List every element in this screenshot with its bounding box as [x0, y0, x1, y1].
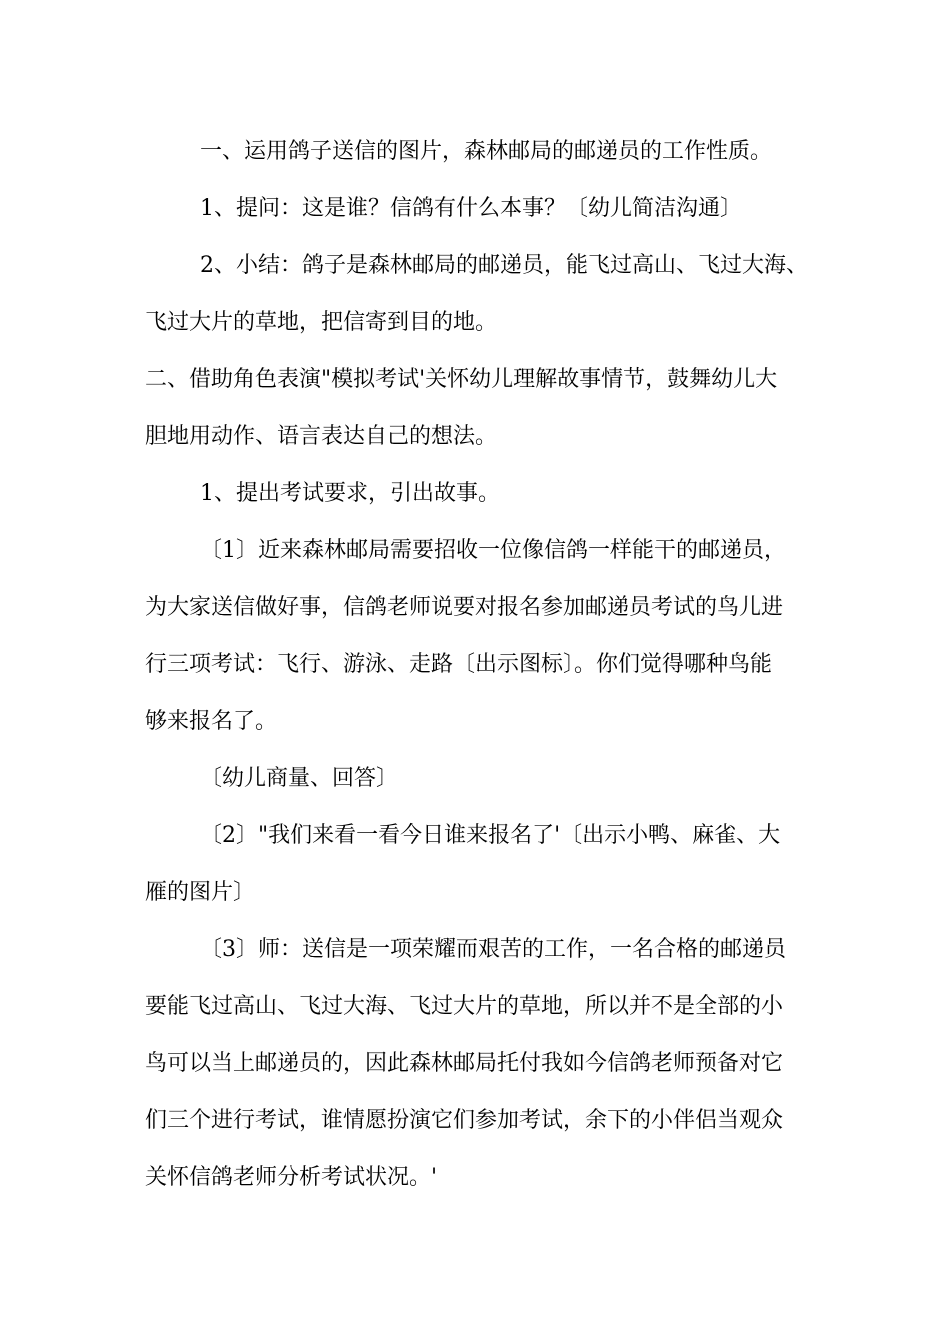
paragraph-line: 鸟可以当上邮递员的，因此森林邮局托付我如今信鸽老师预备对它: [145, 1051, 784, 1076]
paragraph-line: 〔1〕近来森林邮局需要招收一位像信鸽一样能干的邮递员，: [200, 538, 786, 563]
paragraph-line: 〔2〕"我们来看一看今日谁来报名了'〔出示小鸭、麻雀、大: [200, 823, 781, 848]
paragraph-line: 2、小结：鸽子是森林邮局的邮递员，能飞过高山、飞过大海、: [200, 253, 808, 278]
paragraph-line: 雁的图片〕: [145, 880, 256, 905]
paragraph-line: 〔3〕师：送信是一项荣耀而艰苦的工作，一名合格的邮递员: [200, 937, 786, 962]
paragraph-line: 胆地用动作、语言表达自己的想法。: [145, 424, 498, 449]
paragraph-line: 为大家送信做好事，信鸽老师说要对报名参加邮递员考试的鸟儿进: [145, 595, 784, 620]
paragraph-line: 1、提问：这是谁？信鸽有什么本事？〔幼儿简洁沟通〕: [200, 196, 742, 221]
heading-section-two: 二、借助角色表演"模拟考试'关怀幼儿理解故事情节，鼓舞幼儿大: [145, 367, 778, 392]
paragraph-line: 要能飞过高山、飞过大海、飞过大片的草地，所以并不是全部的小: [145, 994, 784, 1019]
paragraph-line: 行三项考试：飞行、游泳、走路〔出示图标〕。你们觉得哪种鸟能: [145, 652, 773, 677]
paragraph-line: 1、提出考试要求，引出故事。: [200, 481, 500, 506]
paragraph-line: 〔幼儿商量、回答〕: [200, 766, 399, 791]
heading-section-one: 一、运用鸽子送信的图片，森林邮局的邮递员的工作性质。: [200, 139, 773, 164]
paragraph-line: 关怀信鸽老师分析考试状况。': [145, 1165, 438, 1190]
paragraph-line: 够来报名了。: [145, 709, 278, 734]
paragraph-line: 飞过大片的草地，把信寄到目的地。: [145, 310, 498, 335]
paragraph-line: 们三个进行考试，谁情愿扮演它们参加考试，余下的小伴侣当观众: [145, 1108, 784, 1133]
